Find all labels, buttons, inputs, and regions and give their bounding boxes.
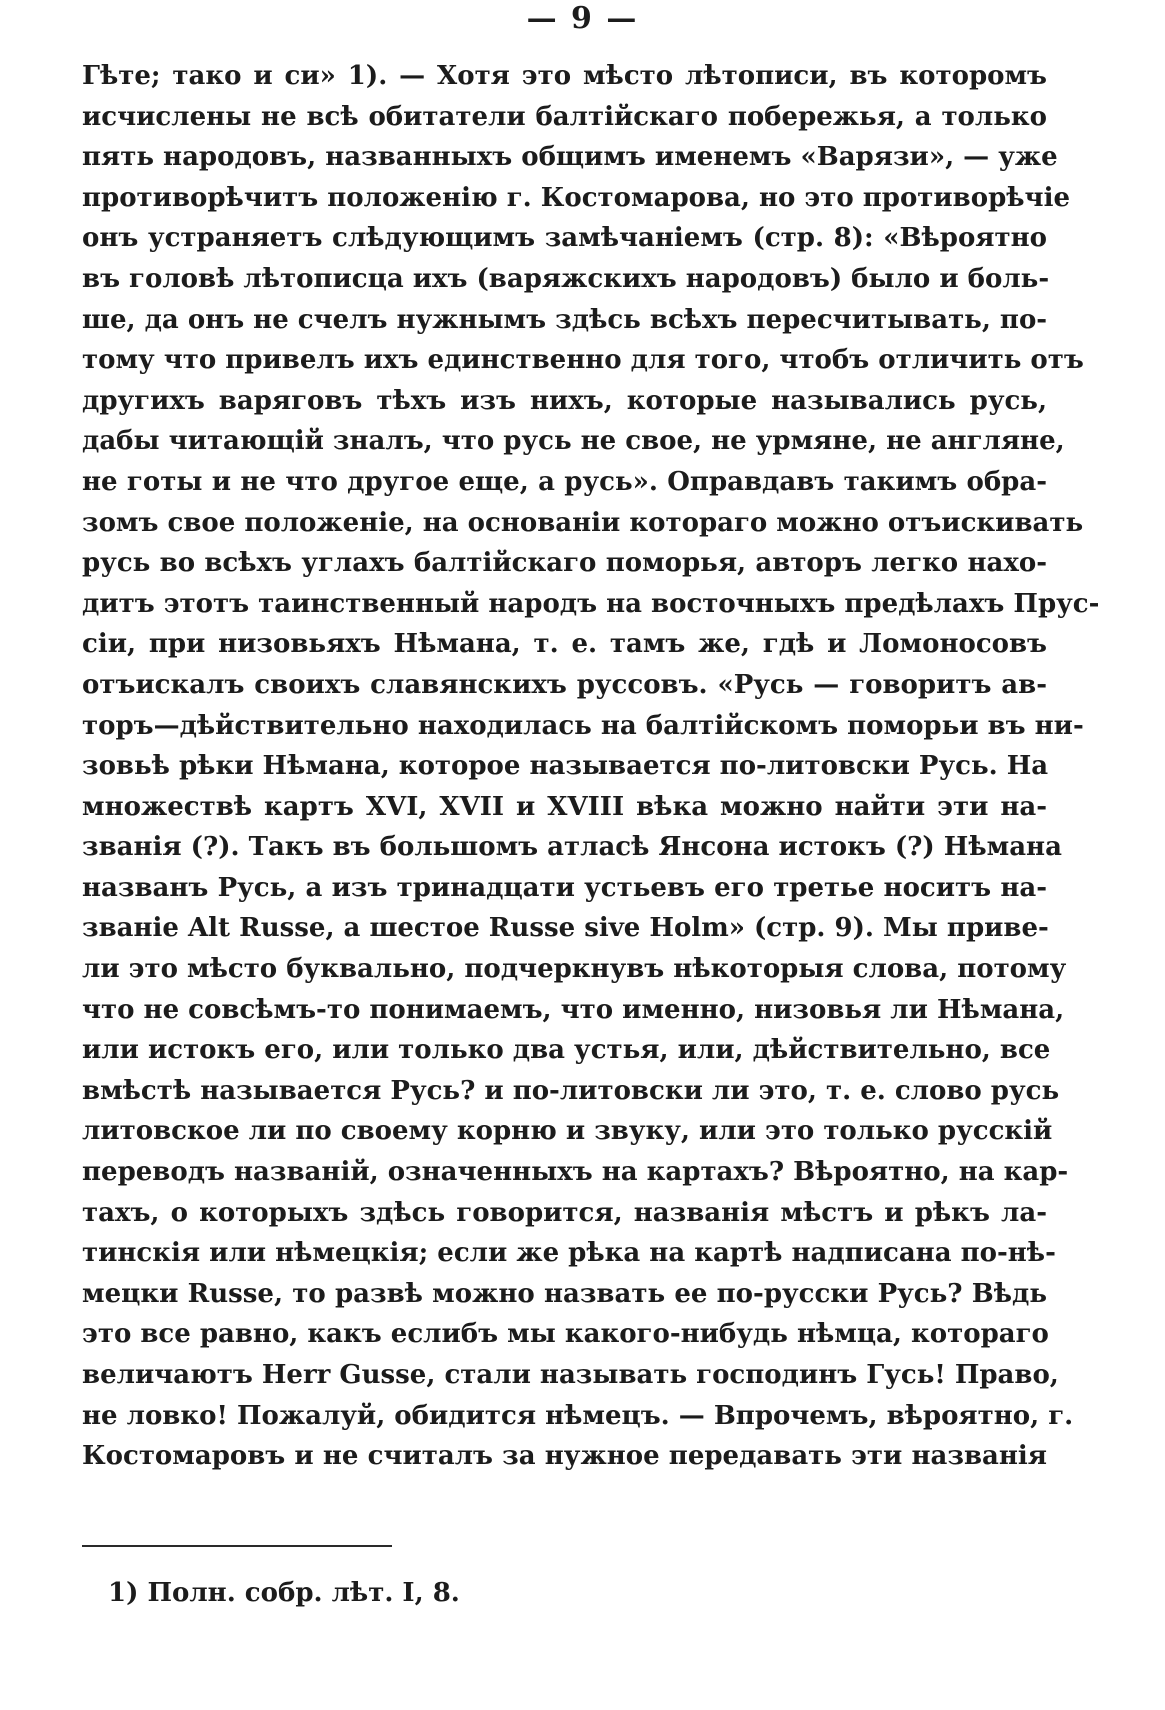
text-line: тому что привелъ ихъ единственно для того, чтобъ отличить отъ: [82, 345, 1084, 376]
text-line: литовское ли по своему корню и звуку, или это только русскій: [82, 1116, 1053, 1147]
text-line: дитъ этотъ таинственный народъ на восточныхъ предѣлахъ Прус-: [82, 588, 1100, 619]
text-line: тахъ, о которыхъ здѣсь говорится, названія мѣстъ и рѣкъ ла-: [82, 1197, 1047, 1228]
text-line: другихъ варяговъ тѣхъ изъ нихъ, которые назывались русь,: [82, 385, 1047, 416]
body-text: [82, 56, 1100, 1477]
text-line: противорѣчитъ положенію г. Костомарова, но это противорѣчіе: [82, 182, 1070, 213]
text-line: дабы читающій зналъ, что русь не свое, не урмяне, не англяне,: [82, 426, 1065, 457]
text-line: исчислены не всѣ обитатели балтійскаго побережья, а только: [82, 101, 1047, 132]
text-line: не готы и не что другое еще, а русь». Оправдавъ такимъ обра-: [82, 466, 1047, 497]
footnote: 1) Полн. собр. лѣт. I, 8.: [108, 1578, 460, 1608]
text-line: переводъ названій, означенныхъ на картахъ? Вѣроятно, на кар-: [82, 1157, 1069, 1188]
text-line: сіи, при низовьяхъ Нѣмана, т. е. тамъ же, гдѣ и Ломоносовъ: [82, 629, 1047, 660]
text-line: множествѣ картъ XVI, XVII и XVIII вѣка можно найти эти на-: [82, 791, 1047, 822]
text-line: это все равно, какъ еслибъ мы какого-нибудь нѣмца, котораго: [82, 1319, 1049, 1350]
text-line: пять народовъ, названныхъ общимъ именемъ «Варязи», — уже: [82, 142, 1058, 173]
text-line: или истокъ его, или только два устья, или, дѣйствительно, все: [82, 1035, 1051, 1066]
text-line: не ловко! Пожалуй, обидится нѣмецъ. — Впрочемъ, вѣроятно, г.: [82, 1400, 1074, 1431]
text-line: названъ Русь, а изъ тринадцати устьевъ его третье носитъ на-: [82, 872, 1047, 903]
text-line: званіе Alt Russe, а шестое Russe sive Holm» (стр. 9). Мы приве-: [82, 913, 1049, 944]
text-line: тинскія или нѣмецкія; если же рѣка на картѣ надписана по-нѣ-: [82, 1238, 1056, 1269]
text-line: торъ—дѣйствительно находилась на балтійскомъ поморьи въ ни-: [82, 710, 1084, 741]
text-line: русь во всѣхъ углахъ балтійскаго поморья, авторъ легко нахо-: [82, 548, 1047, 579]
text-line: ли это мѣсто буквально, подчеркнувъ нѣкоторыя слова, потому: [82, 954, 1067, 985]
text-line: что не совсѣмъ-то понимаемъ, что именно, низовья ли Нѣмана,: [82, 994, 1065, 1025]
text-line: мецки Russe, то развѣ можно назвать ее по-русски Русь? Вѣдь: [82, 1278, 1047, 1309]
text-line: онъ устраняетъ слѣдующимъ замѣчаніемъ (стр. 8): «Вѣроятно: [82, 223, 1047, 254]
text-line: величаютъ Herr Gusse, стали называть господинъ Гусь! Право,: [82, 1360, 1059, 1390]
text-line: въ головѣ лѣтописца ихъ (варяжскихъ народовъ) было и боль-: [82, 263, 1050, 294]
text-line: ше, да онъ не счелъ нужнымъ здѣсь всѣхъ пересчитывать, по-: [82, 304, 1048, 335]
footnote-divider: [82, 1545, 392, 1547]
page-number: — 9 —: [526, 1, 639, 36]
text-line: Костомаровъ и не считалъ за нужное передавать эти названія: [82, 1441, 1047, 1472]
text-line: званія (?). Такъ въ большомъ атласѣ Янсона истокъ (?) Нѣмана: [82, 832, 1062, 863]
text-line: отъискалъ своихъ славянскихъ руссовъ. «Русь — говоритъ ав-: [82, 669, 1047, 700]
text-line: зомъ свое положеніе, на основаніи котораго можно отъискивать: [82, 507, 1084, 538]
text-line: Гѣте; тако и си» 1). — Хотя это мѣсто лѣтописи, въ которомъ: [82, 61, 1047, 91]
text-line: вмѣстѣ называется Русь? и по-литовски ли это, т. е. слово русь: [82, 1075, 1060, 1106]
text-line: зовьѣ рѣки Нѣмана, которое называется по-литовски Русь. На: [82, 751, 1049, 782]
